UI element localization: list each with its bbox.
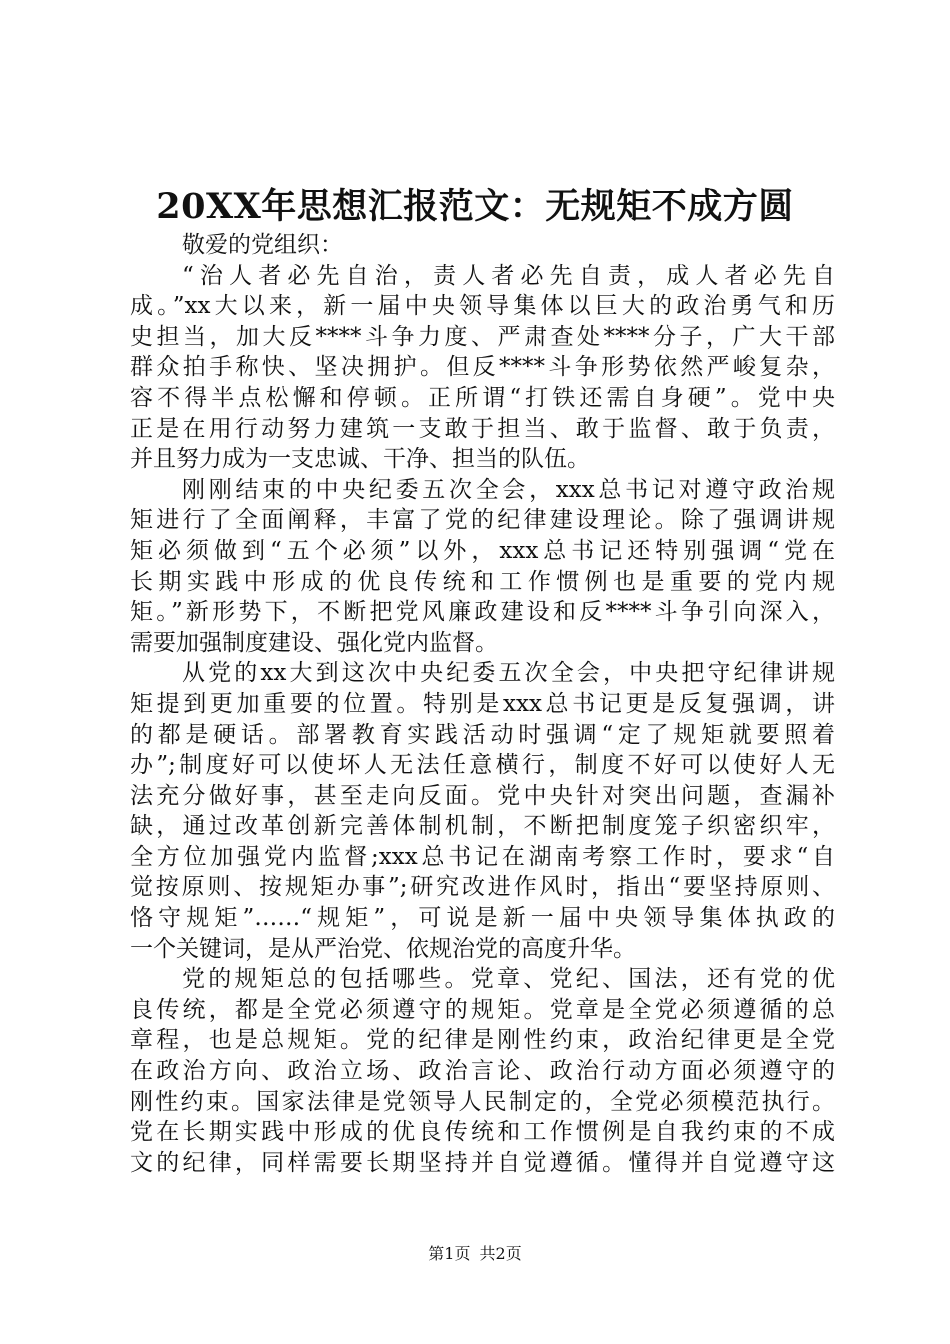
text-line: 成。”xx大以来，新一届中央领导集体以巨大的政治勇气和历 [130, 293, 835, 320]
text-line: 容不得半点松懈和停顿。正所谓“打铁还需自身硬”。党中央 [130, 384, 835, 411]
text-line: 一个关键词，是从严治党、依规治党的高度升华。 [130, 935, 636, 962]
text-line: 矩必须做到“五个必须”以外，xxx总书记还特别强调“党在 [130, 537, 835, 564]
text-line: 矩进行了全面阐释，丰富了党的纪律建设理论。除了强调讲规 [130, 507, 835, 534]
text-line: 良传统，都是全党必须遵守的规矩。党章是全党必须遵循的总 [130, 996, 835, 1023]
text-line: 矩提到更加重要的位置。特别是xxx总书记更是反复强调，讲 [130, 690, 835, 717]
text-line: 文的纪律，同样需要长期坚持并自觉遵循。懂得并自觉遵守这 [130, 1149, 835, 1176]
text-line: 并且努力成为一支忠诚、干净、担当的队伍。 [130, 446, 590, 473]
text-line: 缺，通过改革创新完善体制机制，不断把制度笼子织密织牢， [130, 813, 835, 840]
text-line: 群众拍手称快、坚决拥护。但反****斗争形势依然严峻复杂， [130, 354, 835, 381]
text-line: 全方位加强党内监督;xxx总书记在湖南考察工作时，要求“自 [130, 843, 835, 870]
text-line: 党在长期实践中形成的优良传统和工作惯例是自我约束的不成 [130, 1119, 835, 1146]
text-line: 的都是硬话。部署教育实践活动时强调“定了规矩就要照着 [130, 721, 835, 748]
text-line: 从党的xx大到这次中央纪委五次全会，中央把守纪律讲规 [182, 660, 835, 687]
text-line: 长期实践中形成的优良传统和工作惯例也是重要的党内规 [130, 568, 835, 595]
text-line: 矩。”新形势下，不断把党风廉政建设和反****斗争引向深入， [130, 599, 835, 626]
text-line: 刚性约束。国家法律是党领导人民制定的，全党必须模范执行。 [130, 1088, 835, 1115]
text-line: “治人者必先自治，责人者必先自责，成人者必先自 [182, 262, 835, 289]
text-line: 党的规矩总的包括哪些。党章、党纪、国法，还有党的优 [182, 966, 835, 993]
document-body [130, 230, 835, 1178]
text-line: 正是在用行动努力建筑一支敢于担当、敢于监督、敢于负责， [130, 415, 835, 442]
text-line: 办”;制度好可以使坏人无法任意横行，制度不好可以使好人无 [130, 752, 835, 779]
text-line: 法充分做好事，甚至走向反面。党中央针对突出问题，查漏补 [130, 782, 835, 809]
page-total: 共2页 [479, 1244, 522, 1263]
page-number: 第1页 [428, 1244, 471, 1263]
text-line: 恪守规矩”……“规矩”，可说是新一届中央领导集体执政的 [130, 905, 835, 932]
document-title: 20XX年思想汇报范文：无规矩不成方圆 [156, 186, 794, 227]
text-line: 在政治方向、政治立场、政治言论、政治行动方面必须遵守的 [130, 1058, 835, 1085]
text-line: 需要加强制度建设、强化党内监督。 [130, 629, 498, 656]
text-line: 刚刚结束的中央纪委五次全会，xxx总书记对遵守政治规 [182, 476, 835, 503]
salutation: 敬爱的党组织： [182, 232, 343, 258]
page-footer [0, 1242, 950, 1266]
text-line: 觉按原则、按规矩办事”;研究改进作风时，指出“要坚持原则、 [130, 874, 835, 901]
text-line: 章程，也是总规矩。党的纪律是刚性约束，政治纪律更是全党 [130, 1027, 835, 1054]
text-line: 史担当，加大反****斗争力度、严肃查处****分子，广大干部 [130, 323, 835, 350]
